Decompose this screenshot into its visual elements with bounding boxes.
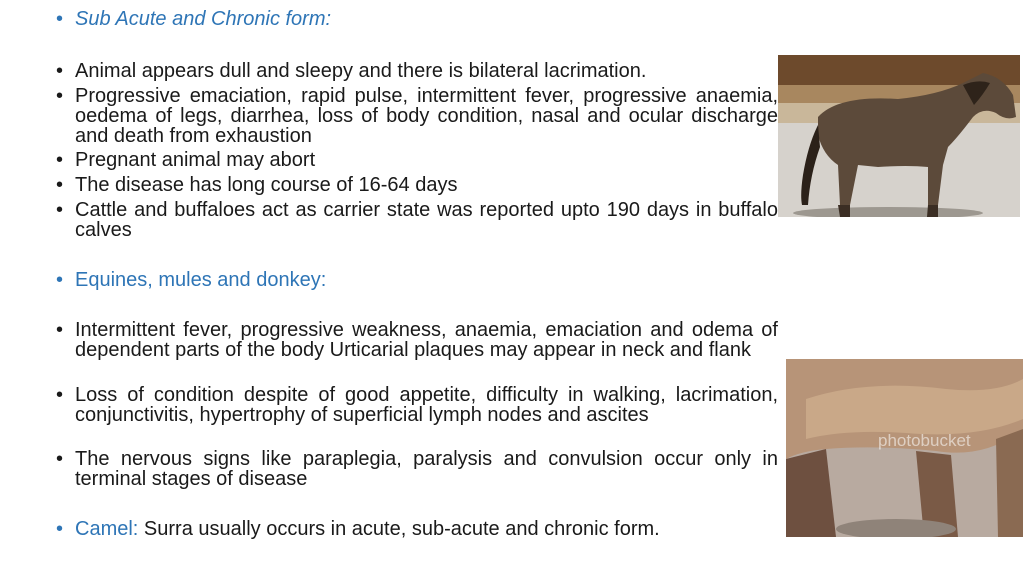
bullet: • [56,518,64,540]
heading-equines [56,270,778,290]
list-item-text: Animal appears dull and sleepy and there is bilateral lacrimation. [75,60,647,82]
list-item-text: Intermittent fever, progressive weakness, anaemia, emaciation and odema of dependent parts of the body Urticarial plaques may appear in neck and flank [75,319,778,361]
list-item-text: Pregnant animal may abort [75,149,316,171]
list-item-text: Progressive emaciation, rapid pulse, intermittent fever, progressive anaemia, oedema of legs, diarrhea, loss of body condition, nasal and ocular discharge and death from exhaustion [75,85,778,147]
heading-equines-text: Equines, mules and donkey: [75,269,327,291]
list-item [56,385,778,425]
heading-subacute [56,9,778,29]
list-item [56,86,778,146]
camel-line [56,519,778,539]
list-item [56,200,778,240]
list-item-text: The disease has long course of 16-64 days [75,174,458,196]
list-item [56,61,778,81]
list-item [56,175,778,195]
bullet: • [56,199,64,221]
bullet: • [56,384,64,406]
bullet: • [56,448,64,470]
camel-text [56,519,778,539]
list-item-text: Cattle and buffaloes act as carrier state was reported upto 190 days in buffalo calves [75,199,778,241]
camel-label: Camel: [75,518,139,540]
heading-subacute-text: Sub Acute and Chronic form: [75,8,332,30]
list-item [56,320,778,360]
bullet: • [56,149,64,171]
photo-watermark: photobucket [878,431,971,450]
bullet: • [56,85,64,107]
emaciated-horse-photo [778,55,1020,217]
camel-description: Surra usually occurs in acute, sub-acute and chronic form. [138,518,660,540]
list-item-text: Loss of condition despite of good appetite, difficulty in walking, lacrimation, conjunctivitis, hypertrophy of superficial lymph nodes and ascites [75,384,778,426]
bullet: • [56,174,64,196]
list-item-text: The nervous signs like paraplegia, paralysis and convulsion occur only in terminal stages of disease [75,448,778,490]
horse-oedema-photo [786,359,1023,537]
bullet: • [56,60,64,82]
bullet: • [56,319,64,341]
list-item [56,449,778,489]
bullet: • [56,8,64,30]
list-item [56,150,778,170]
bullet: • [56,269,64,291]
